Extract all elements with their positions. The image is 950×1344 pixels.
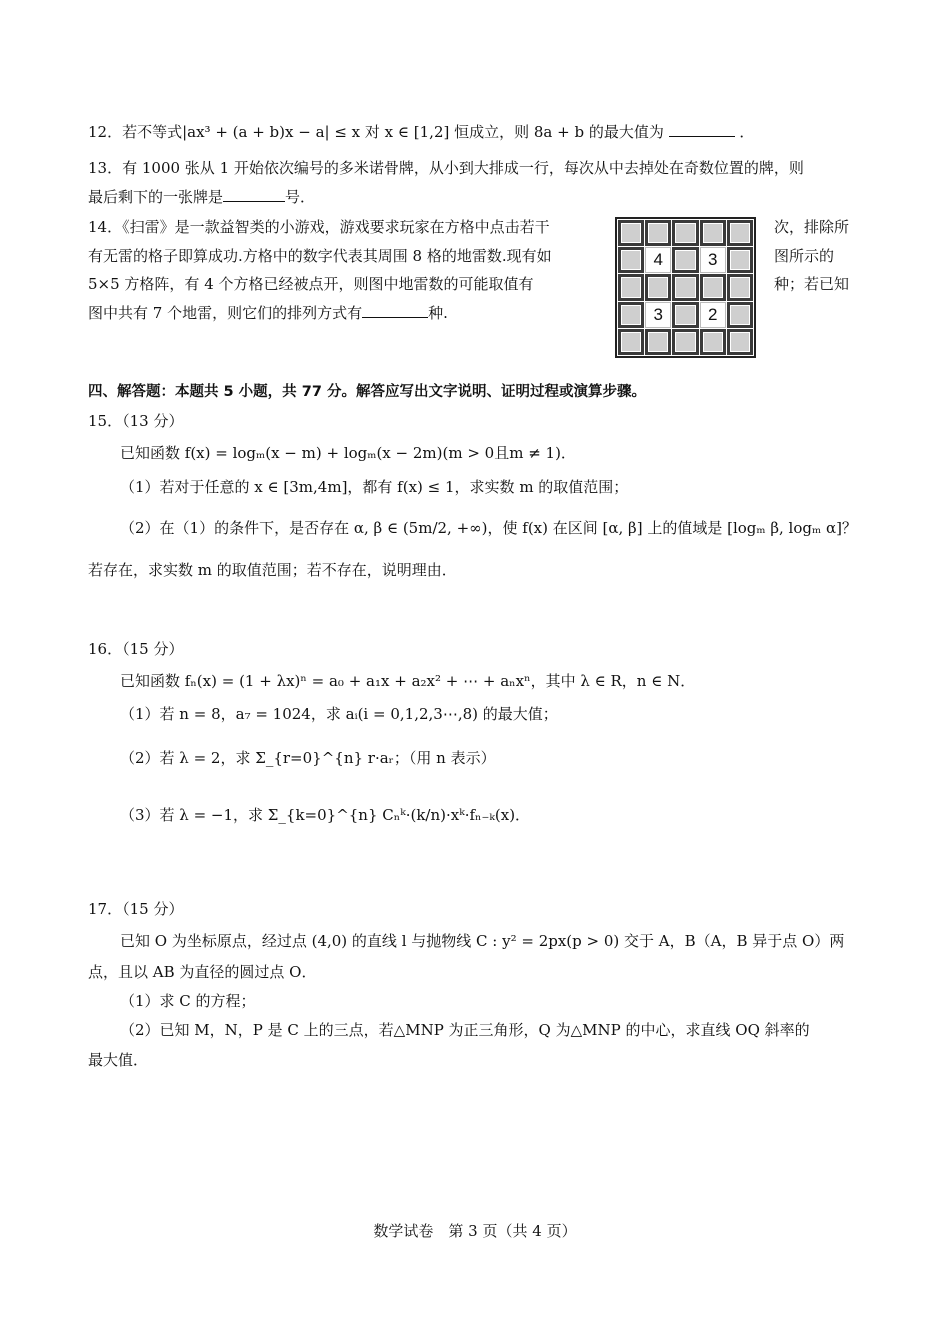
grid-cell-open: 3 <box>645 302 671 328</box>
question-16-part-1: （1）若 n = 8，a₇ = 1024，求 aᵢ(i = 0,1,2,3⋯,8) 的最大值； <box>120 705 558 723</box>
question-17-part-2-continued: 最大值． <box>88 1051 149 1069</box>
question-15-header: 15．（13 分） <box>88 412 184 430</box>
page-footer: 数学试卷 第 3 页（共 4 页） <box>373 1222 577 1240</box>
grid-cell-closed <box>645 274 671 300</box>
minesweeper-grid <box>615 217 756 358</box>
question-17-stem-2: 点，且以 AB 为直径的圆过点 O． <box>88 963 317 981</box>
question-16-part-2: （2）若 λ = 2，求 Σ_{r=0}^{n} r·aᵣ；（用 n 表示） <box>120 749 496 767</box>
question-15-part-2: （2）在（1）的条件下，是否存在 α, β ∈ (5m/2, +∞)，使 f(x) 在区间 [α, β] 上的值域是 [logₘ β, logₘ α]？ <box>120 519 857 537</box>
question-17-header: 17．（15 分） <box>88 900 184 918</box>
question-17-stem-1: 已知 O 为坐标原点，经过点 (4,0) 的直线 l 与抛物线 C : y² = 2px(p > 0) 交于 A，B（A，B 异于点 O）两 <box>120 932 845 950</box>
grid-cell-closed <box>618 274 644 300</box>
question-14-tail: 种. <box>428 304 448 322</box>
question-14-right-2: 图所示的 <box>774 247 835 265</box>
question-12-text: 12．若不等式|ax³ + (a + b)x − a| ≤ x 对 x ∈ [1,2] 恒成立，则 8a + b 的最大值为 <box>88 123 664 141</box>
grid-cell-closed <box>727 302 753 328</box>
grid-cell-closed <box>727 274 753 300</box>
grid-cell-closed <box>618 302 644 328</box>
question-13-text: 最后剩下的一张牌是 <box>88 188 224 206</box>
grid-cell-open: 3 <box>700 247 726 273</box>
question-17-part-2: （2）已知 M，N，P 是 C 上的三点，若△MNP 为正三角形，Q 为△MNP 的中心，求直线 OQ 斜率的 <box>120 1021 810 1039</box>
grid-cell-closed <box>618 329 644 355</box>
question-17-part-1: （1）求 C 的方程； <box>120 992 256 1010</box>
grid-cell-closed <box>672 274 698 300</box>
question-14-line-1: 14．《扫雷》是一款益智类的小游戏，游戏要求玩家在方格中点击若干 <box>88 218 550 236</box>
question-16-part-3: （3）若 λ = −1，求 Σ_{k=0}^{n} Cₙᵏ·(k/n)·xᵏ·fₙ₋ₖ(x)． <box>120 806 531 824</box>
answer-blank <box>223 187 285 202</box>
grid-cell-closed <box>672 329 698 355</box>
answer-blank <box>669 122 735 137</box>
grid-cell-closed <box>618 220 644 246</box>
grid-cell-closed <box>672 302 698 328</box>
question-12 <box>88 121 754 143</box>
question-14-right-1: 次，排除所 <box>774 218 850 236</box>
question-14-line-4 <box>88 302 448 324</box>
question-14-text: 图中共有 7 个地雷，则它们的排列方式有 <box>88 304 363 322</box>
question-14-line-3: 5×5 方格阵，有 4 个方格已经被点开，则图中地雷数的可能取值有 <box>88 275 534 293</box>
question-13-tail: 号． <box>285 188 316 206</box>
grid-cell-closed <box>618 247 644 273</box>
grid-cell-closed <box>645 329 671 355</box>
grid-cell-closed <box>727 247 753 273</box>
grid-cell-closed <box>700 274 726 300</box>
grid-cell-closed <box>672 247 698 273</box>
question-13-line-1: 13．有 1000 张从 1 开始依次编号的多米诺骨牌，从小到大排成一行，每次从中去掉处在奇数位置的牌，则 <box>88 159 804 177</box>
grid-cell-closed <box>645 220 671 246</box>
question-15-part-2-continued: 若存在，求实数 m 的取值范围；若不存在，说明理由． <box>88 561 457 579</box>
question-14-line-2: 有无雷的格子即算成功.方格中的数字代表其周围 8 格的地雷数.现有如 <box>88 247 552 265</box>
grid-cell-closed <box>700 220 726 246</box>
question-16-header: 16．（15 分） <box>88 640 184 658</box>
section-heading: 四、解答题：本题共 5 小题，共 77 分。解答应写出文字说明、证明过程或演算步骤。 <box>88 384 646 400</box>
grid-cell-open: 2 <box>700 302 726 328</box>
grid-cell-closed <box>727 220 753 246</box>
question-12-tail: ． <box>739 123 755 141</box>
grid-cell-closed <box>727 329 753 355</box>
question-14-right-3: 种；若已知 <box>774 275 850 293</box>
question-13-line-2 <box>88 186 315 208</box>
question-15-part-1: （1）若对于任意的 x ∈ [3m,4m]，都有 f(x) ≤ 1，求实数 m 的取值范围； <box>120 478 629 496</box>
grid-cell-open: 4 <box>645 247 671 273</box>
answer-blank <box>362 303 428 318</box>
grid-cell-closed <box>700 329 726 355</box>
question-15-stem: 已知函数 f(x) = logₘ(x − m) + logₘ(x − 2m)(m > 0且m ≠ 1)． <box>120 444 576 462</box>
question-16-stem: 已知函数 fₙ(x) = (1 + λx)ⁿ = a₀ + a₁x + a₂x² + ⋯ + aₙxⁿ，其中 λ ∈ R，n ∈ N． <box>120 672 696 690</box>
grid-cell-closed <box>672 220 698 246</box>
